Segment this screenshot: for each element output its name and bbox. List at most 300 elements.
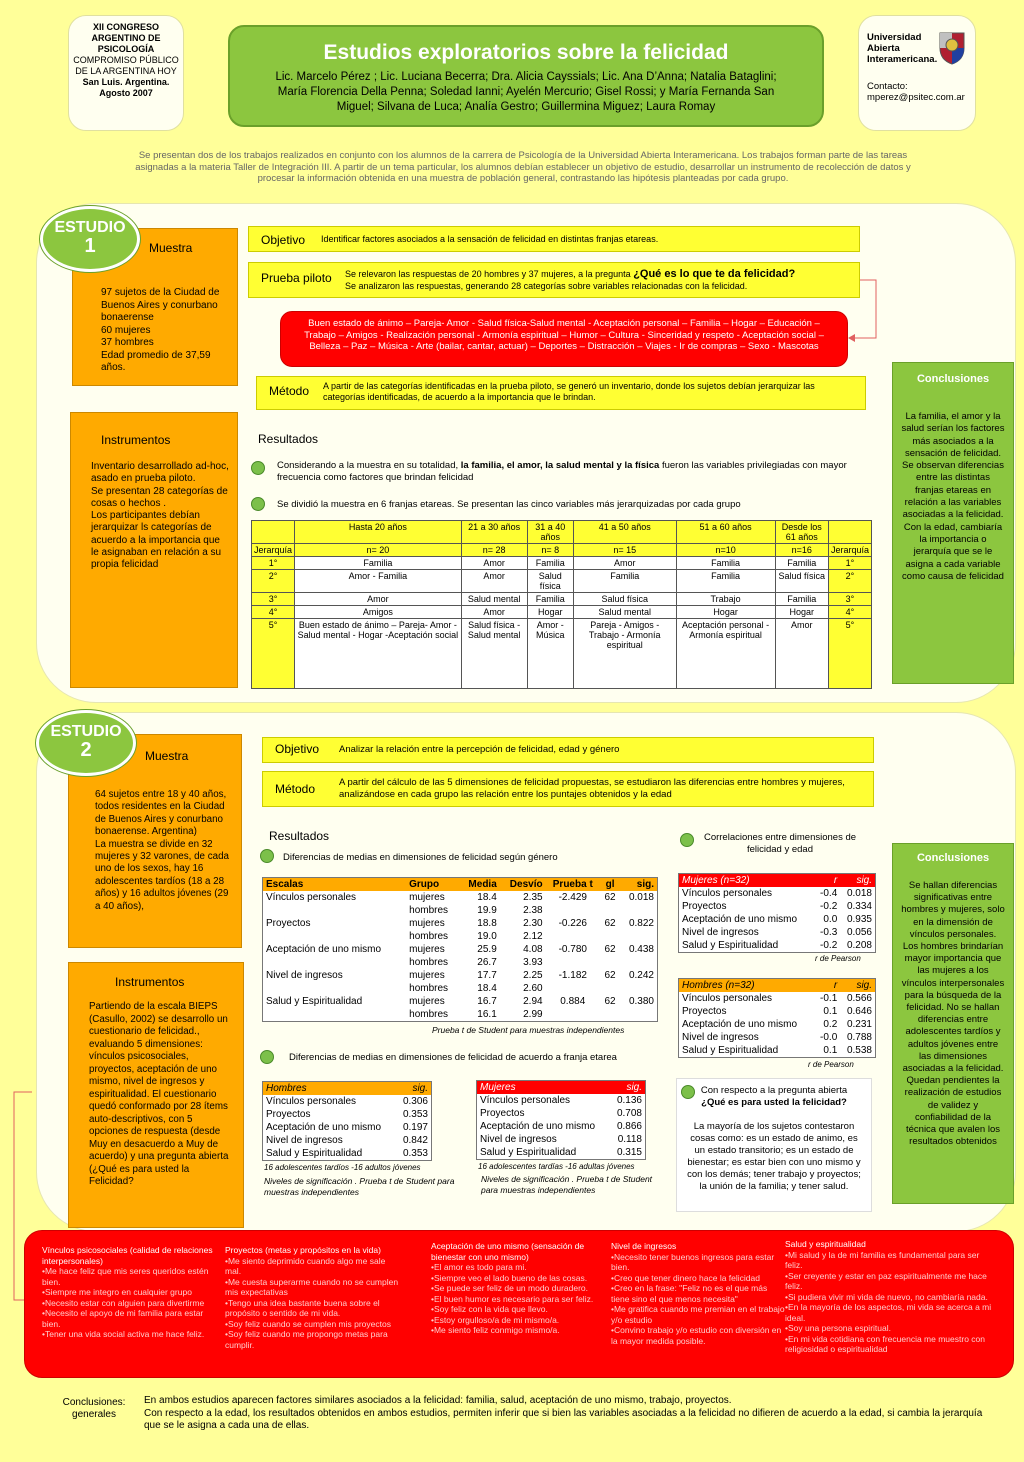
study1-metodo-box: [256, 376, 866, 410]
table-cell: 17.7: [477, 970, 497, 981]
table-cell: Aceptación de uno mismo: [682, 1019, 798, 1030]
table-cell: Hogar: [676, 606, 775, 619]
study1-conclusiones-label: Conclusiones: [916, 373, 990, 385]
table-cell: 0.708: [616, 1108, 642, 1119]
rank-cell: 4°: [828, 606, 871, 619]
table-cell: 18.8: [477, 918, 497, 929]
table-header-cell: Media: [459, 878, 500, 892]
table-cell: 0.380: [628, 996, 654, 1007]
table-header-cell: Escalas: [263, 878, 407, 892]
list-item: •Me cuesta superarme cuando no se cumplen mis expectativas: [225, 1276, 399, 1297]
table-cell: [600, 1008, 620, 1022]
table-header-cell: Hasta 20 años: [295, 521, 462, 544]
table-row: [679, 1018, 876, 1031]
table-cell: Hogar: [775, 606, 828, 619]
study2-badge-word: ESTUDIO: [50, 723, 122, 740]
study2-conclusiones-box: [892, 843, 1014, 1204]
study2-question-bold: ¿Qué es para usted la felicidad?: [701, 1097, 847, 1108]
study2-corr-mujeres-note: r de Pearson: [815, 954, 861, 963]
table-row: [263, 917, 658, 930]
university-badge: [858, 15, 976, 131]
table-cell: [620, 982, 657, 995]
table-cell: Amor: [573, 557, 676, 570]
university-name: Universidad Abierta Interamericana.: [867, 32, 938, 65]
list-item: •Tener una vida social activa me hace feliz.: [42, 1329, 205, 1339]
table-row: [263, 904, 658, 917]
table-cell: [263, 904, 407, 917]
table-cell: Nivel de ingresos: [266, 970, 343, 981]
table-cell: -0.2: [820, 901, 838, 912]
table-cell: Salud física: [527, 570, 573, 593]
table-cell: Proyectos: [480, 1108, 525, 1119]
table-cell: [600, 956, 620, 969]
study2-mujeres-note2: Niveles de significación . Prueba t de Student para muestras independientes: [481, 1174, 653, 1195]
study2-objetivo-label: Objetivo: [275, 742, 320, 756]
table-header-cell: n= 20: [295, 544, 462, 557]
table-cell: 0.306: [402, 1096, 428, 1107]
table-row: [263, 1147, 432, 1161]
table-cell: Aceptación de uno mismo: [266, 944, 382, 955]
table-row: [263, 930, 658, 943]
table-cell: Amor: [295, 593, 462, 606]
list-item: •Me hace feliz que mis seres queridos estén bien.: [42, 1266, 209, 1287]
table-cell: 2.35: [523, 892, 543, 903]
study1-resultados-label: Resultados: [258, 432, 319, 446]
general-line1: En ambos estudios aparecen factores similares asociados a la felicidad: familia, salud, aceptación de uno mismo, trabajo, proyectos.: [144, 1395, 732, 1406]
table-cell: [263, 982, 407, 995]
study1-piloto-label: Prueba piloto: [261, 271, 332, 285]
table-cell: hombres: [409, 1009, 449, 1020]
table-cell: [620, 956, 657, 969]
table-cell: 0.118: [617, 1134, 642, 1145]
congress-date: Agosto 2007: [99, 88, 153, 98]
study2-conclusiones-label: Conclusiones: [916, 852, 990, 864]
table-row: [263, 1121, 432, 1134]
table-cell: 0.842: [402, 1135, 428, 1146]
table-cell: Vínculos personales: [266, 1096, 357, 1107]
table-cell: Salud física: [775, 570, 828, 593]
table-cell: Trabajo: [676, 593, 775, 606]
table-cell: 0.231: [846, 1019, 872, 1030]
table-cell: 0.822: [628, 918, 654, 929]
rank-cell: 5°: [252, 619, 295, 689]
table-header-cell: n= 28: [461, 544, 527, 557]
table-header-cell: n=10: [676, 544, 775, 557]
list-item: •Me siento deprimido cuando algo me sale mal.: [225, 1255, 386, 1276]
table-corner: [828, 521, 871, 544]
table-cell: [546, 1008, 600, 1022]
table-header-cell: r: [814, 979, 840, 993]
table-cell: Aceptación personal - Armonía espiritual: [676, 619, 775, 689]
list-item: •Se puede ser feliz de un modo duradero.: [431, 1283, 589, 1293]
study1-categories-box: [280, 311, 848, 367]
table-cell: Pareja - Amigos - Trabajo - Armonía espiritual: [573, 619, 676, 689]
table-cell: mujeres: [409, 944, 445, 955]
study2-mujeres-note1: 16 adolescentes tardías -16 adultas jóvenes: [478, 1162, 635, 1171]
table-cell: [620, 904, 657, 917]
table-cell: -1.182: [558, 970, 587, 981]
table-header-cell: n=16: [775, 544, 828, 557]
table-cell: Vínculos personales: [266, 892, 357, 903]
table-row: [477, 1107, 646, 1120]
table-row: [679, 1044, 876, 1058]
list-item: •Creo en la frase: "Feliz no es el que más tiene sino el que menos necesita": [611, 1283, 768, 1304]
table-row: [679, 926, 876, 939]
table-cell: Amor: [775, 619, 828, 689]
list-item: •Tengo una idea bastante buena sobre el propósito o sentido de mi vida.: [225, 1297, 380, 1318]
table-cell: Aceptación de uno mismo: [682, 914, 798, 925]
table-row: [263, 1095, 432, 1108]
table-header-cell: sig.: [620, 878, 657, 892]
items-column-title: Salud y espiritualidad: [785, 1239, 866, 1249]
table-cell: 0.884: [560, 996, 586, 1007]
list-item: •Mi salud y la de mi familia es fundamental para ser feliz.: [785, 1249, 980, 1270]
table-row: [252, 570, 872, 593]
table-row: [263, 969, 658, 982]
study2-resultados-label: Resultados: [269, 829, 330, 843]
study1-muestra-label: Muestra: [149, 241, 193, 255]
table-row: [263, 1134, 432, 1147]
table-cell: hombres: [409, 957, 449, 968]
table-cell: [546, 904, 600, 917]
list-item: •El amor es todo para mi.: [431, 1262, 527, 1272]
study1-piloto-line2: Se analizaron las respuestas, generando 28 categorías sobre variables relacionadas con la felicidad.: [345, 281, 748, 291]
table-cell: Familia: [775, 593, 828, 606]
table-cell: Proyectos: [682, 1006, 727, 1017]
study2-instrumentos-box: [68, 962, 244, 1228]
study2-gender-caption: Prueba t de Student para muestras independientes: [432, 1025, 625, 1035]
table-cell: Buen estado de ánimo – Pareja- Amor - Salud mental - Hogar -Aceptación social: [295, 619, 462, 689]
congress-theme: COMPROMISO PÚBLICO DE LA ARGENTINA HOY: [73, 55, 179, 76]
study2-question-bullet: [681, 1085, 695, 1099]
table-row: [679, 992, 876, 1005]
study2-corr-hombres-note: r de Pearson: [808, 1060, 854, 1069]
table-cell: 0.197: [402, 1122, 428, 1133]
items-column-title: Nivel de ingresos: [611, 1241, 677, 1251]
table-cell: 19.9: [477, 905, 497, 916]
table-cell: Amor: [461, 557, 527, 570]
table-cell: hombres: [409, 905, 449, 916]
study1-badge: [40, 206, 140, 272]
table-cell: Familia: [775, 557, 828, 570]
study1-categories-text: Buen estado de ánimo – Pareja- Amor - Salud física-Salud mental - Aceptación personal – Familia – Hogar – Educación – Trabajo – Amigos - Realización personal - Armonía espiritual – Humor – Cultura - Sinceridad y respeto - Aceptación social – Belleza – Paz – Música - Arte (bailar, cantar, actuar) – Deportes – Distracción – Viajes - Ir de compras – Sexo - Mascotas: [304, 318, 824, 352]
study1-result1-post: fueron las variables privilegiadas con mayor frecuencia como factores que brindan felicidad: [277, 460, 847, 483]
table-cell: 0.353: [402, 1109, 428, 1120]
table-cell: [263, 930, 407, 943]
table-cell: 0.866: [616, 1121, 642, 1132]
table-header-cell: Desde los 61 años: [775, 521, 828, 544]
table-cell: Familia: [676, 570, 775, 593]
table-header-cell: sig.: [840, 874, 875, 888]
table-row: [477, 1146, 646, 1160]
table-cell: 0.018: [628, 892, 654, 903]
table-cell: mujeres: [409, 918, 445, 929]
study2-hombres-note2: Niveles de significación . Prueba t de Student para muestras independientes: [264, 1176, 455, 1197]
rank-cell: 5°: [828, 619, 871, 689]
table-cell: 16.1: [477, 1009, 497, 1020]
list-item: •Soy feliz cuando se cumplen mis proyectos: [225, 1318, 391, 1329]
table-cell: -0.1: [820, 993, 838, 1004]
table-cell: 62: [604, 892, 616, 903]
table-cell: Familia: [573, 570, 676, 593]
study2-corr-bullet: [680, 833, 694, 847]
table-cell: Hogar: [527, 606, 573, 619]
table-cell: Salud y Espiritualidad: [480, 1147, 577, 1158]
table-cell: 0.334: [846, 901, 872, 912]
list-item: •En la mayoría de los aspectos, mi vida se acerca a mi ideal.: [785, 1302, 992, 1323]
study1-result1: [277, 460, 877, 484]
study2-gender-table: [262, 877, 658, 1022]
table-cell: 0.242: [628, 970, 654, 981]
table-cell: 0.788: [846, 1032, 872, 1043]
study2-hombres-note1: 16 adolescentes tardíos -16 adultos jóvenes: [264, 1163, 421, 1172]
table-cell: 0.018: [846, 888, 872, 899]
table-row: [679, 1031, 876, 1044]
table-cell: Amor - Música: [527, 619, 573, 689]
study2-question-box: [676, 1078, 872, 1212]
table-cell: 0.056: [846, 927, 872, 938]
table-cell: 0.2: [823, 1019, 838, 1030]
list-item: •Si pudiera vivir mi vida de nuevo, no cambiaría nada.: [785, 1291, 988, 1302]
table-header-cell: Jerarquía: [252, 544, 295, 557]
list-item: •Siempre veo el lado bueno de las cosas.: [431, 1272, 588, 1283]
table-cell: Proyectos: [266, 918, 311, 929]
table-cell: mujeres: [409, 970, 445, 981]
table-cell: Amigos: [295, 606, 462, 619]
study2-metodo-label: Método: [275, 782, 316, 796]
table-row: [477, 1133, 646, 1146]
list-item: •Soy feliz con la vida que llevo.: [431, 1304, 548, 1314]
table-cell: [620, 930, 657, 943]
study2-metodo-box: [262, 771, 874, 807]
table-cell: [600, 904, 620, 917]
list-item: •Siempre me integro en cualquier grupo: [42, 1287, 192, 1297]
rank-cell: 1°: [252, 557, 295, 570]
table-cell: 18.4: [477, 983, 497, 994]
table-cell: 62: [604, 918, 616, 929]
table-cell: mujeres: [409, 996, 445, 1007]
rank-cell: 4°: [252, 606, 295, 619]
study2-corr-label: Correlaciones entre dimensiones de felicidad y edad: [703, 832, 857, 855]
table-cell: 2.12: [523, 931, 543, 942]
table-cell: -2.429: [558, 892, 587, 903]
study1-result1-bold: la familia, el amor, la salud mental y la física: [460, 460, 660, 471]
table-header-cell: n= 8: [527, 544, 573, 557]
table-cell: 2.30: [523, 918, 543, 929]
table-cell: -0.0: [820, 1032, 838, 1043]
table-cell: -0.780: [558, 944, 587, 955]
table-cell: 2.38: [523, 905, 543, 916]
study1-conclusiones-text: La familia, el amor y la salud serían los factores más asociados a la sensación de felicidad. Se observan diferencias entre las distintas franjas etareas en relación a las variables asociadas a la felicidad. Con la edad, cambiaría la importancia o jerarquía que se le asigna a cada variable como causa de felicidad: [901, 411, 1005, 582]
study2-corr-hombres-table: [678, 978, 876, 1058]
table-header-cell: Desvío: [500, 878, 546, 892]
table-corner: [252, 521, 295, 544]
study2-conclusiones-text: Se hallan diferencias significativas entre hombres y mujeres, solo en la dimensión de vínculos personales. Los hombres brindarían mayor importancia que las mujeres a los vínculos interpersonales para la búsqueda de la felicidad. No se hallan diferencias entre adolescentes tardíos y adultos jóvenes entre las dimensiones asociadas a la felicidad. Quedan pendientes la realización de estudios de validez y confiabilidad de la técnica que avalen los resultados obtenidos: [901, 880, 1005, 1148]
table-cell: Nivel de ingresos: [682, 927, 759, 938]
table-cell: Vínculos personales: [480, 1095, 571, 1106]
table-cell: 3.93: [523, 957, 543, 968]
rank-cell: 2°: [252, 570, 295, 593]
table-header-cell: sig.: [397, 1082, 432, 1096]
study1-result1-pre: Considerando a la muestra en su totalidad,: [277, 460, 459, 471]
table-cell: 62: [604, 944, 616, 955]
table-row: [263, 956, 658, 969]
table-cell: 0.646: [846, 1006, 872, 1017]
items-panel: [24, 1230, 1014, 1378]
table-cell: Familia: [527, 593, 573, 606]
intro-text: Se presentan dos de los trabajos realizados en conjunto con los alumnos de la carrera de Psicología de la Universidad Abierta Interamericana. Los trabajos forman parte de las tareas asignadas a la materia Taller de Integración III. A partir de un tema particular, los alumnos debían establecer un objetivo de estudio, desarrollar un instrumento de recolección de datos y procesar la información obtenida en una muestra de población general, contrastando las hipótesis planteadas por cada grupo.: [135, 150, 911, 184]
page-title: Estudios exploratorios sobre la felicidad: [323, 41, 729, 64]
items-column: [611, 1241, 787, 1346]
rank-cell: 1°: [828, 557, 871, 570]
list-item: •Convino trabajo y/o estudio con diversión en la mayor medida posible.: [611, 1325, 782, 1346]
table-cell: 2.99: [523, 1009, 543, 1020]
items-column-title: Proyectos (metas y propósitos en la vida): [225, 1245, 381, 1255]
table-header-cell: sig.: [611, 1081, 646, 1095]
study2-question-answer: La mayoría de los sujetos contestaron cosas como: es un estado de animo, es un estado transitorio; es un estado de bienestar; es estar bien con uno mismo y con los demás; tener trabajo y proyectos; la unión de la familia; y tener salud.: [687, 1121, 861, 1192]
study1-metodo-label: Método: [269, 384, 310, 398]
title-box: [228, 25, 824, 127]
table-cell: [263, 956, 407, 969]
authors: Lic. Marcelo Pérez ; Lic. Luciana Becerra; Dra. Alicia Cayssials; Lic. Ana D’Anna; Natalia Bataglini; María Florencia Della Penna; Soledad Ianni; Ayelén Mercurio; Gisel Rossi; y María Fernanda San Miguel; Silvana de Luca; Analía Gestro; Guillermina Miguez; Laura Romay: [275, 71, 777, 113]
study2-hombres-age-table: [262, 1081, 432, 1161]
table-cell: 0.566: [846, 993, 872, 1004]
study1-result2: Se dividió la muestra en 6 franjas etareas. Se presentan las cinco variables más jerarquizadas por cada grupo: [277, 499, 741, 510]
table-row: [679, 939, 876, 953]
study2-muestra-text: 64 sujetos entre 18 y 40 años, todos residentes en la Ciudad de Buenos Aires y conurbano bonaerense. Argentina) La muestra se divide en 32 mujeres y 32 varones, de cada uno de los sexos, hay 16 adolescentes tardíos (18 a 28 años) y 16 adultos jóvenes (29 a 40 años),: [95, 789, 229, 912]
table-header-cell: Prueba t: [546, 878, 600, 892]
items-column: [785, 1239, 995, 1355]
list-item: •Necesito el apoyo de mi familia para estar bien.: [42, 1308, 204, 1329]
table-cell: hombres: [409, 931, 449, 942]
study1-result1-bullet: [251, 461, 265, 475]
table-cell: 62: [604, 996, 616, 1007]
list-item: •Me siento feliz conmigo mismo/a.: [431, 1325, 560, 1335]
list-item: •Estoy orgulloso/a de mi mismo/a.: [431, 1314, 560, 1325]
table-header-cell: Jerarquía: [828, 544, 871, 557]
table-cell: 0.438: [628, 944, 654, 955]
table-cell: Amor: [461, 570, 527, 593]
study1-result2-bullet: [251, 497, 265, 511]
table-cell: 0.315: [616, 1147, 642, 1158]
table-row: [679, 887, 876, 900]
study1-piloto-line1: Se relevaron las respuestas de 20 hombres y 37 mujeres, a la pregunta: [345, 269, 631, 279]
congress-place: San Luis. Argentina.: [82, 77, 170, 87]
study2-badge-num: 2: [80, 739, 92, 761]
study1-piloto-question: ¿Qué es lo que te da felicidad?: [633, 268, 796, 280]
table-cell: Familia: [295, 557, 462, 570]
list-item: •Me gratifica cuando me premian en el trabajo y/o estudio: [611, 1304, 785, 1325]
rank-cell: 2°: [828, 570, 871, 593]
table-cell: Salud mental: [573, 606, 676, 619]
items-column: [225, 1245, 401, 1350]
table-cell: Aceptación de uno mismo: [480, 1121, 596, 1132]
table-cell: 4.08: [523, 944, 543, 955]
table-cell: Vínculos personales: [682, 888, 773, 899]
contact-email[interactable]: mperez@psitec.com.ar: [867, 92, 965, 103]
items-column: [431, 1241, 607, 1336]
study1-instrumentos-label: Instrumentos: [101, 433, 171, 447]
study1-muestra-text: 97 sujetos de la Ciudad de Buenos Aires y conurbano bonaerense 60 mujeres 37 hombres Edad promedio de 37,59 años.: [101, 287, 220, 373]
study2-gender-bullet: [260, 849, 274, 863]
list-item: •Creo que tener dinero hace la felicidad: [611, 1272, 760, 1283]
study2-mujeres-age-table: [476, 1080, 646, 1160]
table-cell: Nivel de ingresos: [480, 1134, 557, 1145]
list-item: •En mi vida cotidiana con frecuencia me muestro con religiosidad o espiritualidad: [785, 1333, 985, 1354]
study2-gender-label: Diferencias de medias en dimensiones de felicidad según género: [283, 852, 558, 863]
table-row: [263, 982, 658, 995]
table-cell: Proyectos: [682, 901, 727, 912]
table-cell: -0.2: [820, 940, 838, 951]
table-cell: 18.4: [477, 892, 497, 903]
table-header-cell: 31 a 40 años: [527, 521, 573, 544]
table-cell: Nivel de ingresos: [682, 1032, 759, 1043]
table-cell: 2.94: [523, 996, 543, 1007]
study1-piloto-box: [248, 262, 860, 298]
table-cell: Salud y Espiritualidad: [682, 1045, 779, 1056]
study1-objetivo-text: Identificar factores asociados a la sensación de felicidad en distintas franjas etareas.: [321, 234, 659, 244]
table-cell: mujeres: [409, 892, 445, 903]
contact-label: Contacto:: [867, 81, 908, 92]
table-cell: -0.4: [820, 888, 838, 899]
study2-instrumentos-text: Partiendo de la escala BIEPS (Casullo, 2002) se desarrollo un cuestionario de felicidad., evaluando 5 dimensiones: vínculos psicosociales, proyectos, aceptación de uno mismo, nivel de ingresos y espiritualidad. El cuestionario quedó conformado por 28 ítems auto-descriptivos, con 5 opciones de respuesta (desde Muy en desacuerdo a Muy de acuerdo) y una pregunta abierta (¿Qué es para usted la Felicidad?: [89, 1001, 229, 1187]
table-row: [263, 943, 658, 956]
table-row: [263, 1108, 432, 1121]
study2-objetivo-box: [262, 737, 874, 763]
table-cell: Salud y Espiritualidad: [266, 1148, 363, 1159]
table-row: [263, 995, 658, 1008]
table-cell: 0.136: [616, 1095, 642, 1106]
study1-badge-num: 1: [84, 235, 96, 257]
study2-age-bullet: [260, 1050, 274, 1064]
items-column-title: Vínculos psicosociales (calidad de relaciones interpersonales): [42, 1245, 213, 1266]
table-cell: Salud física: [573, 593, 676, 606]
list-item: •Soy una persona espiritual.: [785, 1323, 891, 1333]
list-item: •Necesito tener buenos ingresos para estar bien.: [611, 1251, 775, 1272]
table-header-cell: sig.: [840, 979, 875, 993]
table-cell: 0.1: [823, 1045, 838, 1056]
study2-age-label: Diferencias de medias en dimensiones de felicidad de acuerdo a franja etarea: [289, 1052, 617, 1063]
general-conclusions-text: [144, 1395, 984, 1433]
table-cell: [546, 982, 600, 995]
table-cell: 16.7: [477, 996, 497, 1007]
list-item: •El buen humor es necesario para ser feliz.: [431, 1293, 594, 1304]
table-header-cell: 51 a 60 años: [676, 521, 775, 544]
table-row: [477, 1120, 646, 1133]
study1-instrumentos-box: [70, 412, 238, 688]
table-cell: Salud física - Salud mental: [461, 619, 527, 689]
items-column: [42, 1245, 218, 1340]
table-cell: 0.935: [846, 914, 872, 925]
rank-cell: 3°: [252, 593, 295, 606]
table-cell: hombres: [409, 983, 449, 994]
table-header-cell: 21 a 30 años: [461, 521, 527, 544]
table-cell: [263, 1008, 407, 1022]
study1-objetivo-label: Objetivo: [261, 233, 306, 247]
table-cell: 0.353: [402, 1148, 428, 1159]
list-item: •Necesito estar con alguien para divertirme: [42, 1297, 205, 1308]
list-item: •Ser creyente y estar en paz espiritualmente me hace feliz.: [785, 1270, 987, 1291]
study2-corr-mujeres-table: [678, 873, 876, 953]
table-row: [679, 1005, 876, 1018]
table-cell: Familia: [676, 557, 775, 570]
table-cell: [600, 930, 620, 943]
table-row: [263, 1008, 658, 1022]
table-row: [679, 913, 876, 926]
table-header-cell: Hombres: [263, 1082, 397, 1096]
table-cell: 0.208: [846, 940, 872, 951]
table-cell: Amor: [461, 606, 527, 619]
